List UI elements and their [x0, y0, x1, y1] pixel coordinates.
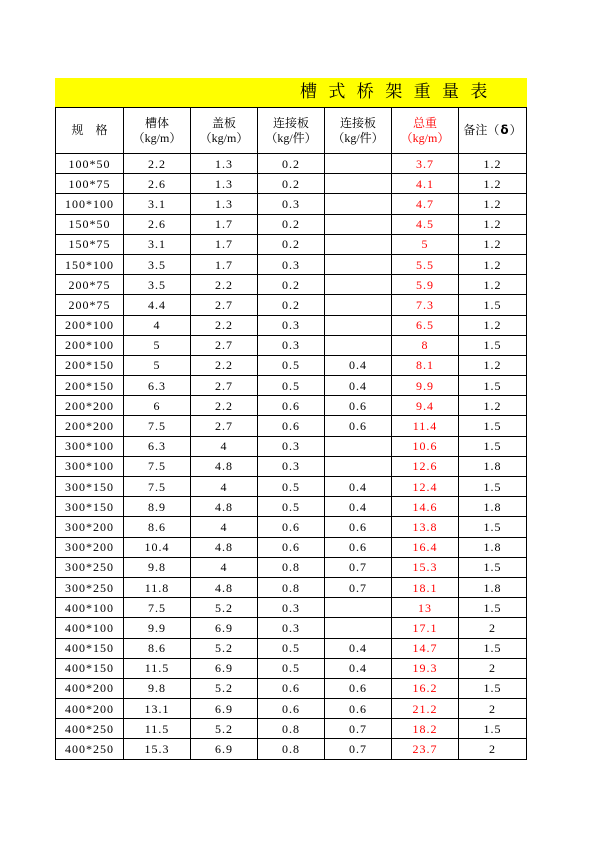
cell-body: 3.5 [124, 275, 191, 295]
header-connector-b [325, 108, 392, 154]
cell-connector-a: 0.5 [258, 477, 325, 497]
cell-connector-a: 0.2 [258, 295, 325, 315]
cell-total: 9.4 [392, 396, 459, 416]
cell-connector-b: 0.6 [325, 679, 392, 699]
cell-body: 2.6 [124, 174, 191, 194]
cell-connector-a: 0.6 [258, 538, 325, 558]
cell-connector-b: 0.7 [325, 739, 392, 759]
cell-remark: 1.5 [459, 477, 527, 497]
cell-body: 15.3 [124, 739, 191, 759]
cell-spec: 300*150 [56, 477, 124, 497]
cell-connector-a: 0.5 [258, 356, 325, 376]
cell-remark: 1.2 [459, 275, 527, 295]
cell-body: 10.4 [124, 538, 191, 558]
cell-remark: 1.2 [459, 255, 527, 275]
cell-cover: 1.3 [191, 194, 258, 214]
cell-total: 18.1 [392, 578, 459, 598]
cell-connector-b [325, 457, 392, 477]
cell-total: 9.9 [392, 376, 459, 396]
header-spec [56, 108, 124, 154]
cell-cover: 4.8 [191, 578, 258, 598]
cell-connector-b: 0.4 [325, 356, 392, 376]
cell-body: 3.1 [124, 194, 191, 214]
header-body-label: 槽体 [144, 115, 169, 130]
header-total-label: 总重 [412, 115, 437, 130]
cell-remark: 1.5 [459, 517, 527, 537]
cell-remark: 1.2 [459, 174, 527, 194]
cell-remark: 2 [459, 659, 527, 679]
cell-spec: 150*100 [56, 255, 124, 275]
cell-remark: 1.8 [459, 457, 527, 477]
cell-connector-b [325, 336, 392, 356]
cell-cover: 1.7 [191, 235, 258, 255]
cell-body: 11.5 [124, 659, 191, 679]
cell-connector-b: 0.4 [325, 659, 392, 679]
cell-body: 9.8 [124, 558, 191, 578]
cell-spec: 200*200 [56, 396, 124, 416]
cell-spec: 300*250 [56, 578, 124, 598]
cell-remark: 1.2 [459, 356, 527, 376]
cell-spec: 200*100 [56, 336, 124, 356]
cell-body: 11.5 [124, 719, 191, 739]
cell-connector-a: 0.8 [258, 558, 325, 578]
cell-connector-b: 0.6 [325, 416, 392, 436]
cell-total: 14.7 [392, 639, 459, 659]
cell-spec: 400*150 [56, 639, 124, 659]
cell-connector-a: 0.3 [258, 437, 325, 457]
cell-connector-b [325, 174, 392, 194]
cell-total: 5.9 [392, 275, 459, 295]
cell-connector-a: 0.8 [258, 578, 325, 598]
cell-cover: 4 [191, 558, 258, 578]
cell-cover: 4.8 [191, 497, 258, 517]
cell-spec: 200*75 [56, 295, 124, 315]
cell-total: 12.6 [392, 457, 459, 477]
cell-body: 6.3 [124, 437, 191, 457]
cell-spec: 100*100 [56, 194, 124, 214]
cell-total: 10.6 [392, 437, 459, 457]
cell-connector-a: 0.5 [258, 639, 325, 659]
cell-connector-b [325, 275, 392, 295]
cell-remark: 1.2 [459, 215, 527, 235]
cell-spec: 300*200 [56, 538, 124, 558]
cell-total: 16.4 [392, 538, 459, 558]
cell-total: 6.5 [392, 316, 459, 336]
header-remark-symbol: δ [500, 123, 509, 137]
cell-total: 13 [392, 598, 459, 618]
cell-cover: 4 [191, 437, 258, 457]
cell-connector-b: 0.6 [325, 517, 392, 537]
cell-connector-b [325, 598, 392, 618]
cell-spec: 100*75 [56, 174, 124, 194]
cell-connector-b: 0.6 [325, 699, 392, 719]
cell-remark: 2 [459, 739, 527, 759]
cell-connector-a: 0.2 [258, 275, 325, 295]
cell-connector-a: 0.3 [258, 255, 325, 275]
header-remark-prefix: 备注（ [463, 123, 500, 137]
cell-remark: 1.8 [459, 497, 527, 517]
cell-spec: 300*150 [56, 497, 124, 517]
cell-total: 8 [392, 336, 459, 356]
cell-cover: 2.7 [191, 295, 258, 315]
header-body [124, 108, 191, 154]
header-total [392, 108, 459, 154]
cell-cover: 2.2 [191, 316, 258, 336]
title-bar [55, 78, 527, 107]
cell-cover: 5.2 [191, 719, 258, 739]
cell-body: 8.6 [124, 517, 191, 537]
cell-cover: 4.8 [191, 538, 258, 558]
cell-remark: 1.2 [459, 396, 527, 416]
cell-remark: 1.5 [459, 437, 527, 457]
cell-cover: 6.9 [191, 739, 258, 759]
cell-connector-b: 0.6 [325, 538, 392, 558]
cell-spec: 200*200 [56, 416, 124, 436]
cell-connector-b: 0.4 [325, 497, 392, 517]
cell-cover: 2.7 [191, 416, 258, 436]
cell-body: 6.3 [124, 376, 191, 396]
cell-spec: 300*250 [56, 558, 124, 578]
cell-total: 4.7 [392, 194, 459, 214]
cell-connector-a: 0.5 [258, 659, 325, 679]
cell-connector-b [325, 154, 392, 174]
cell-connector-a: 0.3 [258, 316, 325, 336]
cell-total: 18.2 [392, 719, 459, 739]
cell-total: 16.2 [392, 679, 459, 699]
cell-connector-a: 0.8 [258, 719, 325, 739]
cell-spec: 300*200 [56, 517, 124, 537]
cell-connector-b: 0.7 [325, 578, 392, 598]
cell-spec: 100*50 [56, 154, 124, 174]
cell-total: 7.3 [392, 295, 459, 315]
cell-total: 19.3 [392, 659, 459, 679]
cell-total: 17.1 [392, 618, 459, 638]
cell-spec: 400*250 [56, 719, 124, 739]
cell-connector-b [325, 437, 392, 457]
header-cover [191, 108, 258, 154]
cell-remark: 1.5 [459, 295, 527, 315]
header-cover-label: 盖板 [211, 115, 236, 130]
header-connector-b-unit: （kg/件） [332, 130, 384, 145]
cell-remark: 1.8 [459, 578, 527, 598]
cell-body: 4 [124, 316, 191, 336]
cell-body: 5 [124, 356, 191, 376]
cell-spec: 200*150 [56, 376, 124, 396]
cell-connector-a: 0.2 [258, 154, 325, 174]
cell-connector-b [325, 215, 392, 235]
cell-cover: 4 [191, 477, 258, 497]
cell-remark: 2 [459, 618, 527, 638]
cell-body: 7.5 [124, 598, 191, 618]
cell-total: 21.2 [392, 699, 459, 719]
cell-spec: 400*200 [56, 699, 124, 719]
cell-remark: 1.5 [459, 376, 527, 396]
cell-body: 8.9 [124, 497, 191, 517]
cell-spec: 400*150 [56, 659, 124, 679]
cell-body: 2.2 [124, 154, 191, 174]
cell-spec: 400*200 [56, 679, 124, 699]
cell-connector-b [325, 235, 392, 255]
cell-connector-b: 0.4 [325, 477, 392, 497]
header-connector-a-label: 连接板 [272, 115, 309, 130]
cell-connector-b [325, 316, 392, 336]
cell-total: 13.8 [392, 517, 459, 537]
cell-cover: 6.9 [191, 659, 258, 679]
cell-total: 23.7 [392, 739, 459, 759]
cell-connector-b: 0.7 [325, 719, 392, 739]
cell-body: 7.5 [124, 416, 191, 436]
cell-total: 14.6 [392, 497, 459, 517]
header-body-unit: （kg/m） [132, 130, 182, 145]
cell-connector-a: 0.2 [258, 235, 325, 255]
cell-connector-b [325, 255, 392, 275]
cell-total: 11.4 [392, 416, 459, 436]
cell-connector-b: 0.4 [325, 376, 392, 396]
cell-remark: 1.5 [459, 598, 527, 618]
header-connector-b-label: 连接板 [339, 115, 376, 130]
cell-remark: 1.2 [459, 235, 527, 255]
cell-remark: 1.5 [459, 416, 527, 436]
cell-cover: 6.9 [191, 618, 258, 638]
cell-spec: 200*100 [56, 316, 124, 336]
cell-body: 3.5 [124, 255, 191, 275]
cell-connector-b: 0.4 [325, 639, 392, 659]
cell-body: 7.5 [124, 477, 191, 497]
cell-spec: 400*100 [56, 598, 124, 618]
cell-connector-a: 0.3 [258, 618, 325, 638]
cell-connector-a: 0.2 [258, 215, 325, 235]
cell-cover: 1.7 [191, 215, 258, 235]
cell-connector-a: 0.6 [258, 679, 325, 699]
cell-connector-b [325, 618, 392, 638]
cell-cover: 2.2 [191, 275, 258, 295]
cell-body: 7.5 [124, 457, 191, 477]
cell-body: 2.6 [124, 215, 191, 235]
cell-total: 4.5 [392, 215, 459, 235]
cell-remark: 1.2 [459, 194, 527, 214]
cell-cover: 2.2 [191, 396, 258, 416]
cell-connector-a: 0.3 [258, 194, 325, 214]
cell-spec: 150*50 [56, 215, 124, 235]
cell-connector-a: 0.3 [258, 598, 325, 618]
cell-total: 4.1 [392, 174, 459, 194]
cell-remark: 1.5 [459, 679, 527, 699]
cell-body: 11.8 [124, 578, 191, 598]
header-total-unit: （kg/m） [400, 130, 450, 145]
header-remark-suffix: ） [509, 123, 522, 137]
header-cover-unit: （kg/m） [199, 130, 249, 145]
cell-body: 6 [124, 396, 191, 416]
cell-total: 8.1 [392, 356, 459, 376]
cell-spec: 400*250 [56, 739, 124, 759]
cell-body: 13.1 [124, 699, 191, 719]
cell-body: 3.1 [124, 235, 191, 255]
cell-cover: 2.2 [191, 356, 258, 376]
cell-body: 9.9 [124, 618, 191, 638]
cell-connector-a: 0.5 [258, 376, 325, 396]
cell-spec: 200*75 [56, 275, 124, 295]
page-title: 槽 式 桥 架 重 量 表 [300, 82, 491, 102]
cell-cover: 5.2 [191, 679, 258, 699]
cell-total: 3.7 [392, 154, 459, 174]
cell-cover: 6.9 [191, 699, 258, 719]
cell-spec: 400*100 [56, 618, 124, 638]
weight-table [55, 107, 527, 760]
cell-connector-a: 0.6 [258, 699, 325, 719]
cell-remark: 1.5 [459, 558, 527, 578]
header-remark-label [463, 123, 521, 138]
cell-connector-b: 0.7 [325, 558, 392, 578]
cell-connector-a: 0.2 [258, 174, 325, 194]
cell-connector-a: 0.6 [258, 396, 325, 416]
cell-spec: 300*100 [56, 437, 124, 457]
cell-cover: 5.2 [191, 639, 258, 659]
header-connector-a-unit: （kg/件） [265, 130, 317, 145]
cell-spec: 150*75 [56, 235, 124, 255]
cell-remark: 1.5 [459, 719, 527, 739]
header-connector-a [258, 108, 325, 154]
cell-connector-b [325, 194, 392, 214]
cell-cover: 1.3 [191, 154, 258, 174]
cell-total: 15.3 [392, 558, 459, 578]
cell-total: 5.5 [392, 255, 459, 275]
cell-cover: 1.7 [191, 255, 258, 275]
cell-spec: 300*100 [56, 457, 124, 477]
cell-connector-a: 0.8 [258, 739, 325, 759]
cell-body: 8.6 [124, 639, 191, 659]
cell-remark: 1.5 [459, 336, 527, 356]
cell-spec: 200*150 [56, 356, 124, 376]
cell-total: 5 [392, 235, 459, 255]
cell-connector-a: 0.5 [258, 497, 325, 517]
cell-body: 9.8 [124, 679, 191, 699]
cell-cover: 2.7 [191, 376, 258, 396]
cell-cover: 4 [191, 517, 258, 537]
cell-body: 5 [124, 336, 191, 356]
header-remark [459, 108, 527, 154]
cell-remark: 1.2 [459, 154, 527, 174]
cell-connector-a: 0.6 [258, 416, 325, 436]
cell-remark: 1.8 [459, 538, 527, 558]
cell-connector-b [325, 295, 392, 315]
cell-cover: 2.7 [191, 336, 258, 356]
cell-remark: 2 [459, 699, 527, 719]
cell-body: 4.4 [124, 295, 191, 315]
cell-remark: 1.2 [459, 316, 527, 336]
cell-cover: 4.8 [191, 457, 258, 477]
cell-remark: 1.5 [459, 639, 527, 659]
cell-cover: 1.3 [191, 174, 258, 194]
cell-connector-a: 0.3 [258, 336, 325, 356]
header-spec-label: 规 格 [71, 123, 108, 137]
cell-connector-b: 0.6 [325, 396, 392, 416]
cell-cover: 5.2 [191, 598, 258, 618]
cell-connector-a: 0.6 [258, 517, 325, 537]
cell-total: 12.4 [392, 477, 459, 497]
cell-connector-a: 0.3 [258, 457, 325, 477]
